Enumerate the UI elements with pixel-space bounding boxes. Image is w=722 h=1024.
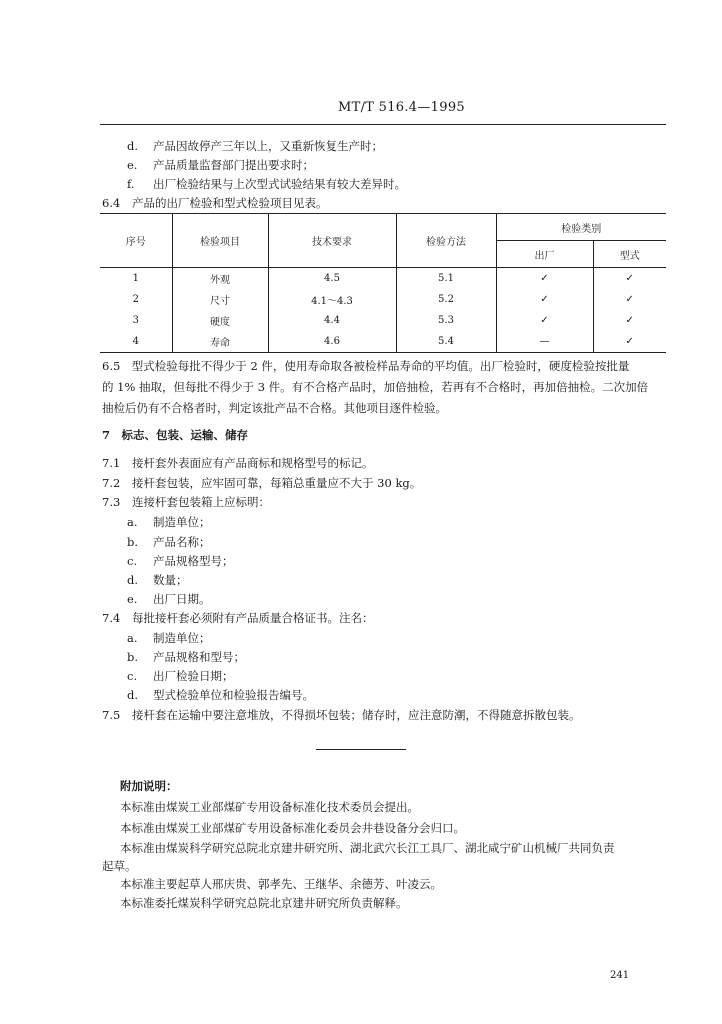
list-key: a. [127,631,138,645]
page-number: 241 [610,970,630,981]
condition-text: 产品因故停产三年以上，又重新恢复生产时； [153,139,383,153]
list-item [127,534,211,550]
cell-seq: 4 [100,331,172,353]
clause-number: 6.4 [102,196,121,210]
cell-type: ✓ [593,268,666,290]
cell-type: ✓ [593,310,666,331]
clause-text: 产品的出厂检验和型式检验项目见表。 [132,196,328,210]
section-7-title: 7 标志、包装、运输、储存 [102,428,249,442]
list-text: 产品规格型号； [153,554,234,568]
clause-7-5 [102,707,581,723]
list-item [127,668,234,684]
appendix-line: 本标准主要起草人邢庆贵、郭孝先、王继华、余德芳、叶凌云。 [120,877,442,891]
clause-text: 连接杆套包装箱上应标明： [132,495,270,509]
cell-factory: ✓ [496,310,593,331]
list-key: d. [127,573,139,587]
list-text: 制造单位； [153,515,211,529]
clause-7-3 [102,494,270,510]
header-factory: 出厂 [496,241,593,268]
list-item [127,630,211,646]
list-item [127,591,211,607]
condition-key: e. [127,158,138,172]
clause-number: 7.1 [102,456,121,470]
list-item [127,514,211,530]
cell-seq: 2 [132,294,139,305]
table-header-row [100,214,666,241]
cell-item: 外观 [172,268,268,290]
header-item: 检验项目 [172,214,268,268]
header-method: 检验方法 [396,214,496,268]
list-item [127,687,314,703]
list-key: c. [127,554,138,568]
page-header-standard-number: MT/T 516.4—1995 [338,100,465,115]
list-key: d. [127,688,139,702]
list-text: 型式检验单位和检验报告编号。 [153,688,314,702]
condition-text: 出厂检验结果与上次型式试验结果有较大差异时。 [153,177,406,191]
clause-number: 7.2 [102,476,121,490]
list-key: c. [127,669,138,683]
list-text: 产品名称； [153,535,211,549]
clause-text: 每批接杆套必须附有产品质量合格证书。注名： [132,611,374,625]
end-divider [316,749,406,750]
list-key: b. [127,535,139,549]
clause-number: 7.4 [102,611,121,625]
list-text: 制造单位； [153,631,211,645]
cell-method: 5.3 [396,310,496,331]
list-key: b. [127,650,139,664]
cell-item: 尺寸 [172,289,268,310]
header-seq: 序号 [100,214,172,268]
condition-text: 产品质量监督部门提出要求时； [153,158,314,172]
cell-requirement: 4.1～4.3 [268,289,396,310]
cell-method: 5.4 [396,331,496,353]
clause-text: 接杆套包装，应牢固可靠，每箱总重量应不大于 30 kg。 [132,476,422,490]
list-text: 数量； [153,573,188,587]
list-text: 产品规格和型号； [153,650,245,664]
header-rule [100,124,666,125]
condition-f [127,176,406,192]
clause-7-1 [102,455,374,471]
appendix-line: 本标准由煤炭工业部煤矿专用设备标准化委员会井巷设备分会归口。 [120,821,465,835]
appendix-line: 本标准委托煤炭科学研究总院北京建井研究所负责解释。 [120,896,408,910]
inspection-table [100,213,666,353]
clause-number: 7.5 [102,708,121,722]
cell-item: 寿命 [172,331,268,353]
table-row [100,289,666,310]
clause-text: 接杆套在运输中要注意堆放，不得损坏包装；储存时，应注意防潮，不得随意拆散包装。 [132,708,581,722]
list-item [127,649,245,665]
cell-requirement: 4.5 [268,268,396,290]
clause-6-5-line-3: 抽检后仍有不合格者时，判定该批产品不合格。其他项目逐件检验。 [102,401,447,415]
clause-6-5-line-1: 6.5 型式检验每批不得少于 2 件，使用寿命取各被检样品寿命的平均值。出厂检验时，硬度检验按批量 [102,359,630,373]
table-row [100,268,666,290]
condition-key: f. [127,177,135,191]
list-text: 出厂日期。 [153,592,211,606]
cell-factory: ✓ [496,289,593,310]
condition-d [127,138,383,154]
cell-method: 5.2 [396,289,496,310]
cell-factory: — [496,331,593,353]
list-item [127,572,188,588]
header-type: 型式 [593,241,666,268]
cell-method: 5.1 [396,268,496,290]
clause-7-2 [102,475,421,491]
cell-item: 硬度 [172,310,268,331]
list-text: 出厂检验日期； [153,669,234,683]
table-row [100,331,666,353]
cell-requirement: 4.6 [268,331,396,353]
cell-factory: ✓ [496,268,593,290]
clause-7-4 [102,610,374,626]
appendix-line: 本标准由煤炭科学研究总院北京建井研究所、湖北武穴长江工具厂、湖北咸宁矿山机械厂共同负责 [120,841,615,855]
cell-type: ✓ [593,289,666,310]
clause-6-4 [102,195,328,211]
list-key: a. [127,515,138,529]
cell-seq: 3 [132,315,139,326]
clause-6-5-line-2: 的 1% 抽取，但每批不得少于 3 件。有不合格产品时，加倍抽检，若再有不合格时，再加倍抽检。二次加倍 [102,380,649,394]
condition-e [127,157,314,173]
appendix-line: 起草。 [102,859,137,873]
table-row [100,310,666,331]
header-requirement: 技术要求 [268,214,396,268]
appendix-title: 附加说明： [120,779,178,793]
cell-requirement: 4.4 [268,310,396,331]
cell-type: ✓ [593,331,666,353]
condition-key: d. [127,139,139,153]
clause-text: 接杆套外表面应有产品商标和规格型号的标记。 [132,456,374,470]
list-item [127,553,234,569]
header-category: 检验类别 [496,214,666,241]
list-key: e. [127,592,138,606]
cell-seq: 1 [132,273,139,284]
appendix-line: 本标准由煤炭工业部煤矿专用设备标准化技术委员会提出。 [120,800,419,814]
clause-number: 7.3 [102,495,121,509]
